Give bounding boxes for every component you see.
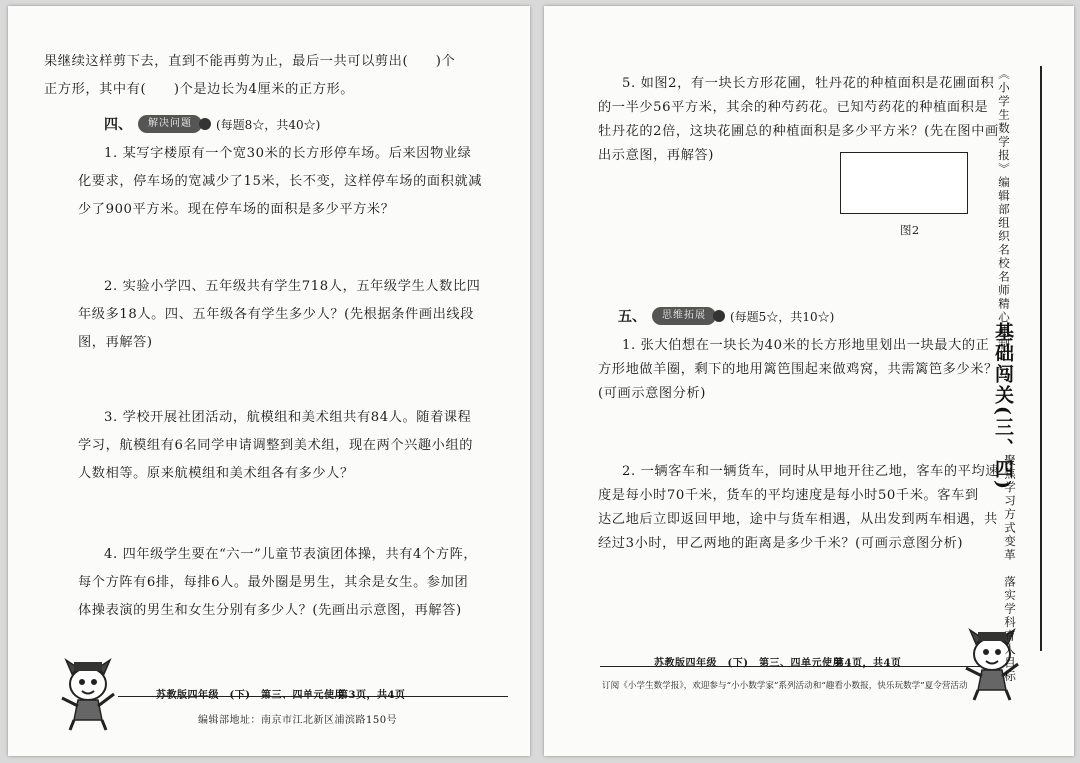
right-page — [544, 6, 1074, 756]
side-title: 基础闯关(三、四) — [992, 322, 1014, 491]
question-1-line: 1. 某写字楼原有一个宽30米的长方形停车场。后来因物业绿 — [104, 146, 472, 161]
intro-line-2: 正方形，其中有( )个是边长为4厘米的正方形。 — [44, 82, 355, 97]
intro-line-1: 果继续这样剪下去，直到不能再剪为止，最后一共可以剪出( )个 — [44, 54, 456, 69]
side-tagline-bottom: 聚焦学习方式变革 落实学科育人目标 — [1003, 454, 1017, 684]
left-page — [8, 6, 530, 756]
footer-page-number: 第4页，共4页 — [834, 658, 902, 669]
side-divider — [1040, 66, 1042, 651]
section-4-number: 四、 — [104, 117, 132, 133]
section-4-banner: 解决问题 — [138, 115, 202, 133]
footer-edition: 苏教版四年级 (下) 第三、四单元使用 — [654, 658, 843, 669]
question-3-line: 人数相等。原来航模组和美术组各有多少人？ — [78, 466, 354, 481]
question-5-line: 的一半少56平方米，其余的种芍药花。已知芍药花的种植面积是 — [598, 100, 989, 115]
figure-2-caption: 图2 — [900, 223, 920, 237]
footer-page-number: 第3页，共4页 — [338, 690, 406, 701]
question-4-line: 每个方阵有6排，每排6人。最外圈是男生，其余是女生。参加团 — [78, 575, 469, 590]
question-2-line: 2. 实验小学四、五年级共有学生718人，五年级学生人数比四 — [104, 279, 481, 294]
side-tagline-top: 《小学生数学报》编辑部组织名校名师精心研制 — [997, 68, 1011, 352]
question-1-line: 化要求，停车场的宽减少了15米，长不变，这样停车场的面积就减 — [78, 174, 483, 189]
s5-question-2-line: 2. 一辆客车和一辆货车，同时从甲地开往乙地，客车的平均速 — [622, 464, 1000, 479]
figure-2-rectangle — [840, 152, 968, 214]
section-5-header — [618, 306, 834, 326]
question-5-line: 5. 如图2，有一块长方形花圃，牡丹花的种植面积是花圃面积 — [622, 76, 995, 91]
footer-address: 编辑部地址：南京市江北新区浦滨路150号 — [198, 715, 398, 726]
question-4-line: 4. 四年级学生要在“六一”儿童节表演团体操，共有4个方阵， — [104, 547, 478, 562]
s5-question-2-line: 度是每小时70千米，货车的平均速度是每小时50千米。客车到 — [598, 488, 979, 503]
section-5-points: (每题5☆，共10☆) — [730, 309, 835, 324]
question-2-line: 年级多18人。四、五年级各有学生多少人？(先根据条件画出线段 — [78, 307, 474, 322]
footer-notice: 订阅《小学生数学报》，欢迎参与“小小数学家”系列活动和“趣看小数报，快乐玩数学”夏令营活动 — [602, 681, 968, 691]
section-5-number: 五、 — [618, 309, 646, 325]
s5-question-2-line: 经过3小时，甲乙两地的距离是多少千米？(可画示意图分析) — [598, 536, 964, 551]
question-2-line: 图，再解答) — [78, 335, 153, 350]
section-5-banner: 思维拓展 — [652, 307, 716, 325]
question-3-line: 3. 学校开展社团活动，航模组和美术组共有84人。随着课程 — [104, 410, 472, 425]
question-3-line: 学习，航模组有6名同学申请调整到美术组，现在两个兴趣小组的 — [78, 438, 474, 453]
s5-question-1-line: (可画示意图分析) — [598, 386, 707, 401]
question-5-line: 出示意图，再解答) — [598, 148, 715, 163]
s5-question-1-line: 方形地做羊圈，剩下的地用篱笆围起来做鸡窝，共需篱笆多少米？ — [598, 362, 998, 377]
section-4-points: (每题8☆，共40☆) — [216, 117, 321, 132]
question-4-line: 体操表演的男生和女生分别有多少人？(先画出示意图，再解答) — [78, 603, 462, 618]
s5-question-2-line: 达乙地后立即返回甲地，途中与货车相遇，从出发到两车相遇，共 — [598, 512, 998, 527]
footer-edition: 苏教版四年级 (下) 第三、四单元使用 — [156, 690, 345, 701]
mascot-icon — [52, 654, 124, 732]
question-1-line: 少了900平方米。现在停车场的面积是多少平方米？ — [78, 202, 395, 217]
section-4-header — [104, 114, 320, 134]
question-5-line: 牡丹花的2倍，这块花圃总的种植面积是多少平方米？(先在图中画 — [598, 124, 999, 139]
s5-question-1-line: 1. 张大伯想在一块长为40米的长方形地里划出一块最大的正 — [622, 338, 990, 353]
